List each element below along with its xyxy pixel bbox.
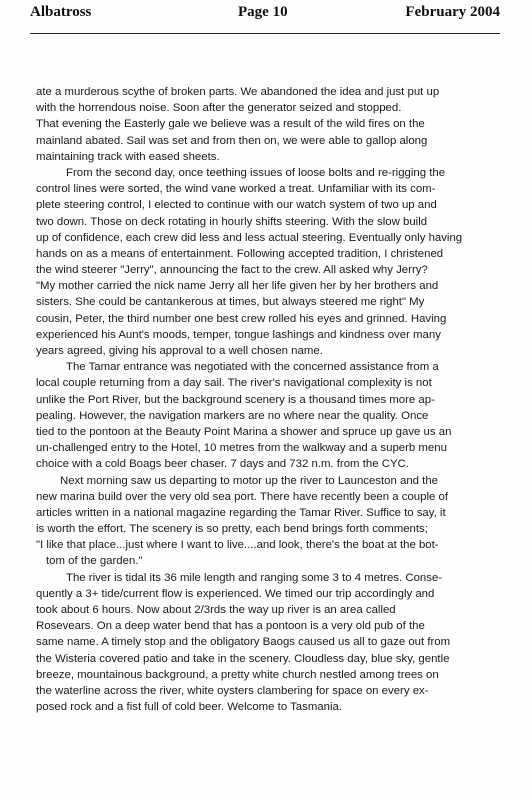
text-line: took about 6 hours. Now about 2/3rds the way up river is an area called bbox=[36, 604, 396, 616]
text-line: the wind steerer "Jerry", announcing the fact to the crew. All asked why Jerry? bbox=[36, 264, 428, 277]
text-line: new marina build over the very old sea port. There have recently been a couple of bbox=[36, 490, 448, 503]
text-line: is worth the effort. The scenery is so pretty, each bend brings forth comments; bbox=[36, 523, 428, 536]
text-line: cousin, Peter, the third number one best crew rolled his eyes and grinned. Having bbox=[36, 312, 447, 325]
text-line: sisters. She could be cantankerous at times, but always steered me right" My bbox=[36, 296, 425, 309]
page-number: Page 10 bbox=[238, 4, 288, 20]
text-line: From the second day, once teething issues of loose bolts and re-rigging the bbox=[66, 166, 446, 179]
text-line: plete steering control, I elected to continue with our watch system of two up and bbox=[36, 199, 437, 212]
text-line: posed rock and a fist full of cold beer. Welcome to Tasmania. bbox=[36, 701, 343, 714]
text-line: un-challenged entry to the Hotel, 10 metres from the walkway and a superb menu bbox=[36, 442, 447, 455]
text-line: Next morning saw us departing to motor up the river to Launceston and the bbox=[60, 474, 439, 487]
text-line: tied to the pontoon at the Beauty Point Marina a shower and spruce up gave us an bbox=[36, 425, 452, 438]
text-line: control lines were sorted, the wind vane worked a treat. Unfamiliar with its com- bbox=[36, 183, 436, 196]
header-rule bbox=[30, 33, 500, 34]
text-line: mainland abated. Sail was set and from then on, we were able to gallop along bbox=[36, 134, 428, 147]
text-line: with the horrendous noise. Soon after the generator seized and stopped. bbox=[36, 102, 402, 115]
text-line: That evening the Easterly gale we believe was a result of the wild fires on the bbox=[36, 118, 425, 131]
article-body bbox=[36, 84, 502, 715]
text-line: The Tamar entrance was negotiated with the concerned assistance from a bbox=[66, 361, 439, 374]
text-line: the Wisteria covered patio and take in the scenery. Cloudless day, blue sky, gentle bbox=[36, 652, 450, 665]
text-line: Rosevears. On a deep water bend that has a pontoon is a very old pub of the bbox=[36, 620, 425, 633]
newsletter-title: Albatross bbox=[30, 4, 92, 20]
text-line: hands on as a means of entertainment. Following accepted tradition, I christened bbox=[36, 247, 444, 260]
text-line: tom of the garden." bbox=[46, 555, 143, 568]
text-line: up of confidence, each crew did less and less actual steering. Eventually only having bbox=[36, 231, 463, 244]
text-line: articles written in a national magazine regarding the Tamar River. Suffice to say, it bbox=[36, 506, 446, 519]
text-line: experienced his Aunt's moods, temper, tongue lashings and kindness over many bbox=[36, 328, 441, 341]
text-line: maintaining track with eased sheets. bbox=[36, 150, 220, 163]
page-header bbox=[30, 4, 500, 26]
text-line: the waterline across the river, white oysters clambering for space on every ex- bbox=[36, 684, 429, 697]
text-line: local couple returning from a day sail. The river's navigational complexity is not bbox=[36, 377, 432, 390]
text-line: breeze, mountainous background, a pretty white church nestled among trees on bbox=[36, 668, 439, 681]
text-line: years agreed, giving his approval to a well chosen name. bbox=[36, 345, 323, 357]
text-line: two down. Those on deck rotating in hourly shifts steering. With the slow build bbox=[36, 215, 428, 228]
text-line: same name. A timely stop and the obligatory Baogs caused us all to gaze out from bbox=[36, 636, 451, 649]
text-line: quently a 3+ tide/current flow is experienced. We timed our trip accordingly and bbox=[36, 587, 435, 600]
text-line: "I like that place...just where I want to live....and look, there's the boat at the bot- bbox=[36, 539, 439, 552]
text-line: ate a murderous scythe of broken parts. We abandoned the idea and just put up bbox=[36, 86, 440, 98]
text-line: "My mother carried the nick name Jerry all her life given her by her brothers and bbox=[36, 280, 439, 293]
text-line: The river is tidal its 36 mile length and ranging some 3 to 4 metres. Conse- bbox=[66, 571, 443, 584]
text-line: pealing. However, the navigation markers are no where near the quality. Once bbox=[36, 409, 429, 422]
text-line: choice with a cold Boags beer chaser. 7 days and 732 n.m. from the CYC. bbox=[36, 458, 409, 471]
text-line: unlike the Port River, but the background scenery is a thousand times more ap- bbox=[36, 393, 435, 406]
issue-date: February 2004 bbox=[405, 4, 500, 20]
